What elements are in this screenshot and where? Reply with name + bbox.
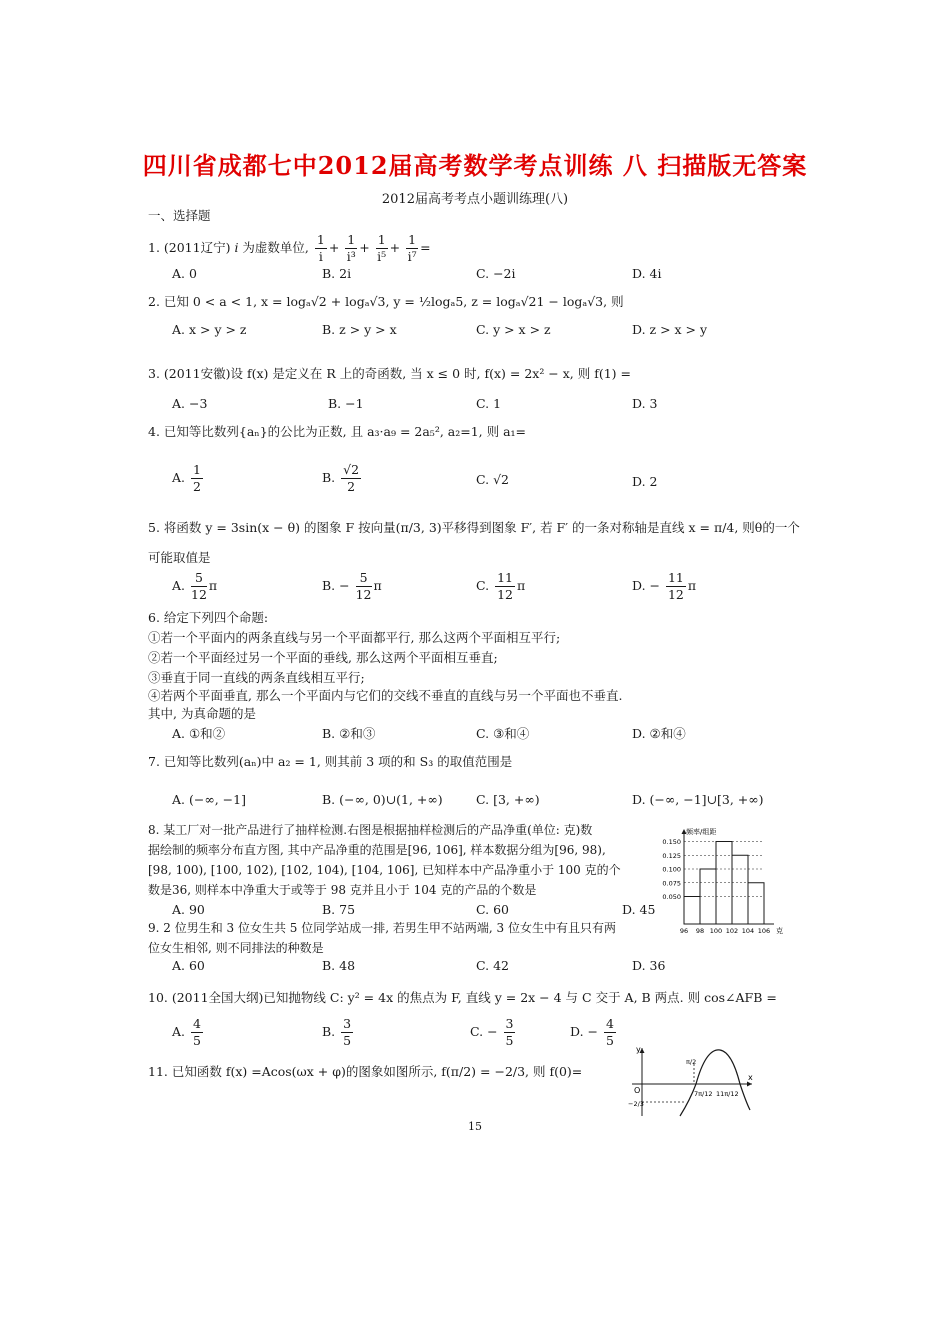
q9-option-b: B. 48 [322, 958, 356, 973]
fraction: $\frac{1}{i}$ [316, 232, 325, 264]
document-title: 四川省成都七中2012届高考数学考点训练 八 扫描版无答案 [142, 151, 808, 180]
x-label: x [748, 1073, 753, 1082]
q3-option-c: C. 1 [476, 396, 502, 411]
question-8-line-1: 8. 某工厂对一批产品进行了抽样检测.右图是根据抽样检测后的产品净重(单位: 克)数 [148, 823, 593, 837]
q10-option-c: C. − $\frac{3}{5}$ [470, 1016, 514, 1048]
x-axis-label: 克 [776, 927, 783, 935]
document-subtitle: 2012届高考考点小题训练理(八) [381, 192, 569, 207]
cosine-graph [628, 1044, 758, 1118]
question-5-stem: 5. 将函数 y = 3sin(x − θ) 的图象 F 按向量(π/3, 3)平移得到图象 F′, 若 F′ 的一条对称轴是直线 x = π/4, 则θ的一个 [148, 520, 800, 535]
q6-option-a: A. ①和② [172, 726, 226, 741]
q2-option-c: C. y > x > z [476, 322, 551, 337]
q7-option-a: A. (−∞, −1] [172, 792, 246, 807]
question-10-stem: 10. (2011全国大纲)已知抛物线 C: y² = 4x 的焦点为 F, 直线 y = 2x − 4 与 C 交于 A, B 两点. 则 cos∠AFB = [148, 990, 777, 1005]
q6-proposition-2: ②若一个平面经过另一个平面的垂线, 那么这两个平面相互垂直; [148, 650, 498, 665]
frequency-histogram [640, 826, 783, 938]
q9-option-c: C. 42 [476, 958, 509, 973]
q6-option-b: B. ②和③ [322, 726, 376, 741]
question-9-line-1: 9. 2 位男生和 3 位女生共 5 位同学站成一排, 若男生甲不站两端, 3 位女生中有且只有两 [148, 921, 616, 935]
q6-proposition-3: ③垂直于同一直线的两条直线相互平行; [148, 670, 365, 685]
q10-option-b: B. $\frac{3}{5}$ [322, 1016, 352, 1048]
q9-option-d: D. 36 [632, 958, 666, 973]
question-4-stem: 4. 已知等比数列{aₙ}的公比为正数, 且 a₃·a₉ = 2a₅², a₂=1, 则 a₁= [148, 424, 527, 439]
q6-proposition-4: ④若两个平面垂直, 那么一个平面内与它们的交线不垂直的直线与另一个平面也不垂直. [148, 688, 623, 703]
question-8-line-4: 数是36, 则样本中净重大于或等于 98 克并且小于 104 克的产品的个数是 [148, 883, 537, 897]
q6-option-d: D. ②和④ [632, 726, 686, 741]
x-axis-arrow [747, 1082, 752, 1087]
question-8-line-3: [98, 100), [100, 102), [102, 104), [104, 106], 已知样本中产品净重小于 100 克的个 [148, 863, 621, 877]
question-6-stem: 6. 给定下列四个命题: [148, 610, 269, 625]
y-tick-label: 0.125 [662, 851, 681, 860]
section-heading: 一、选择题 [148, 208, 211, 223]
y-tick-label: 0.050 [662, 893, 681, 901]
q1-option-d: D. 4i [632, 266, 662, 281]
x2-label: 11π/12 [716, 1090, 739, 1098]
x1-label: 7π/12 [694, 1090, 713, 1098]
question-11-stem: 11. 已知函数 f(x) =Acos(ωx + φ)的图象如图所示, f(π/2) = −2/3, 则 f(0)= [148, 1064, 583, 1079]
y-tick-label: 0.100 [662, 865, 681, 874]
q8-option-d: D. 45 [622, 902, 656, 917]
q5-option-a: A. $\frac{5}{12}$ π [172, 570, 218, 602]
q8-option-b: B. 75 [322, 902, 356, 917]
q3-option-a: A. −3 [172, 396, 208, 411]
histogram-bar [684, 897, 700, 925]
q7-option-c: C. [3, +∞) [476, 792, 540, 807]
q5-option-d: D. − $\frac{11}{12}$ π [632, 570, 697, 602]
q9-option-a: A. 60 [172, 958, 205, 973]
question-1-stem: 1. (2011辽宁) i 为虚数单位, $\frac{1}{i}$ + $\frac{1}{\text{i³}}$ + $\frac{1}{\text{i⁵}}$ + $\frac{1}{\text{i⁷}}$ = [148, 232, 431, 264]
q8-option-c: C. 60 [476, 902, 509, 917]
q2-option-b: B. z > y > x [322, 322, 397, 337]
y-label: y [636, 1045, 641, 1054]
q10-option-d: D. − $\frac{4}{5}$ [570, 1016, 614, 1048]
histogram-bar [748, 883, 764, 924]
fraction: $\frac{1}{\text{i⁵}}$ [377, 232, 387, 264]
q3-option-b: B. −1 [328, 396, 364, 411]
q5-option-c: C. $\frac{11}{12}$ π [476, 570, 526, 602]
fraction: $\frac{1}{\text{i⁷}}$ [407, 232, 417, 264]
q8-option-a: A. 90 [172, 902, 205, 917]
q4-option-a: A. $\frac{1}{2}$ [172, 462, 201, 494]
pi-half-label: π/2 [686, 1058, 697, 1066]
q6-proposition-1: ①若一个平面内的两条直线与另一个平面都平行, 那么这两个平面相互平行; [148, 630, 561, 645]
q5-option-b: B. − $\frac{5}{12}$ π [322, 570, 382, 602]
q4-option-c: C. √2 [476, 472, 509, 487]
q2-option-a: A. x > y > z [172, 322, 247, 337]
origin-label: O [634, 1086, 641, 1095]
q1-option-a: A. 0 [172, 266, 197, 281]
page-number: 15 [468, 1120, 482, 1133]
x-tick-label: 98 [695, 927, 705, 935]
q7-option-b: B. (−∞, 0)∪(1, +∞) [322, 792, 443, 807]
x-tick-label: 102 [725, 927, 739, 935]
neg-two-thirds-label: −2/3 [628, 1100, 644, 1108]
q7-option-d: D. (−∞, −1]∪[3, +∞) [632, 792, 764, 807]
q2-option-d: D. z > x > y [632, 322, 708, 337]
q1-option-c: C. −2i [476, 266, 516, 281]
q4-option-b: B. $\frac{√2}{2}$ [322, 462, 360, 494]
x-tick-label: 104 [741, 927, 755, 935]
fraction: $\frac{1}{\text{i³}}$ [346, 232, 356, 264]
question-7-stem: 7. 已知等比数列(aₙ)中 a₂ = 1, 则其前 3 项的和 S₃ 的取值范围是 [148, 754, 513, 769]
x-tick-label: 96 [679, 927, 689, 935]
q1-option-b: B. 2i [322, 266, 352, 281]
question-9-line-2: 位女生相邻, 则不同排法的种数是 [148, 941, 324, 955]
x-tick-label: 106 [757, 927, 771, 935]
x-tick-label: 100 [709, 927, 723, 935]
question-5-stem-cont: 可能取值是 [148, 550, 211, 565]
q6-prompt: 其中, 为真命题的是 [148, 706, 256, 721]
y-tick-label: 0.075 [662, 879, 681, 888]
y-axis-label: 频率/组距 [686, 828, 717, 836]
q3-option-d: D. 3 [632, 396, 658, 411]
question-8-line-2: 据绘制的频率分布直方图, 其中产品净重的范围是[96, 106], 样本数据分组为[96, 98), [148, 843, 606, 857]
q6-option-c: C. ③和④ [476, 726, 530, 741]
y-tick-label: 0.150 [662, 838, 681, 846]
question-2-stem: 2. 已知 0 < a < 1, x = logₐ√2 + logₐ√3, y = ½logₐ5, z = logₐ√21 − logₐ√3, 则 [148, 294, 624, 309]
histogram-bar [732, 855, 748, 924]
q10-option-a: A. $\frac{4}{5}$ [172, 1016, 201, 1048]
question-3-stem: 3. (2011安徽)设 f(x) 是定义在 R 上的奇函数, 当 x ≤ 0 时, f(x) = 2x² − x, 则 f(1) = [148, 366, 631, 381]
q4-option-d: D. 2 [632, 474, 658, 489]
